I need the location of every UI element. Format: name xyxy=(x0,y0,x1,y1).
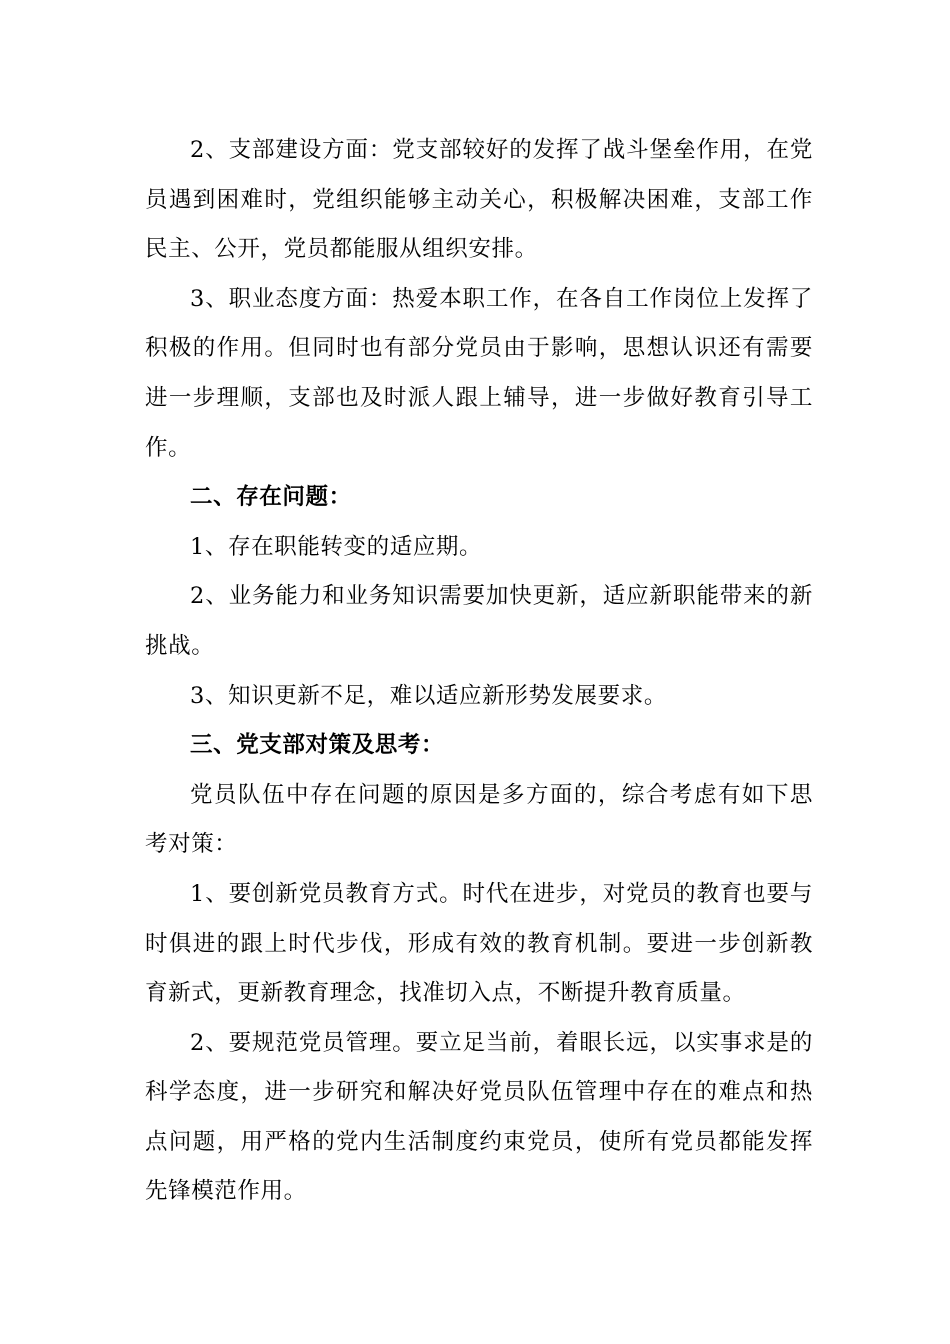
paragraph-problem-3: 3、知识更新不足，难以适应新形势发展要求。 xyxy=(190,682,667,709)
section-heading-problems: 二、存在问题： xyxy=(190,484,352,511)
paragraph-problem-2: 2、业务能力和业务知识需要加快更新，适应新职能带来的新挑战。 xyxy=(145,583,813,659)
paragraph-countermeasure-1: 1、要创新党员教育方式。时代在进步，对党员的教育也要与时俱进的跟上时代步伐，形成有效的教育机制。要进一步创新教育新式，更新教育理念，找准切入点，不断提升教育质量。 xyxy=(145,880,813,1007)
document-body xyxy=(145,126,813,1217)
paragraph-countermeasure-2: 2、要规范党员管理。要立足当前，着眼长远，以实事求是的科学态度，进一步研究和解决好党员队伍管理中存在的难点和热点问题，用严格的党内生活制度约束党员，使所有党员都能发挥先锋模范作用。 xyxy=(145,1029,813,1205)
paragraph-countermeasures-intro: 党员队伍中存在问题的原因是多方面的，综合考虑有如下思考对策： xyxy=(145,781,813,858)
paragraph-professional-attitude: 3、职业态度方面：热爱本职工作，在各自工作岗位上发挥了积极的作用。但同时也有部分党员由于影响，思想认识还有需要进一步理顺，支部也及时派人跟上辅导，进一步做好教育引导工作。 xyxy=(145,285,813,461)
paragraph-branch-construction: 2、支部建设方面：党支部较好的发挥了战斗堡垒作用，在党员遇到困难时，党组织能够主动关心，积极解决困难，支部工作民主、公开，党员都能服从组织安排。 xyxy=(145,137,813,263)
paragraph-problem-1: 1、存在职能转变的适应期。 xyxy=(190,533,483,560)
section-heading-countermeasures: 三、党支部对策及思考： xyxy=(190,732,445,759)
